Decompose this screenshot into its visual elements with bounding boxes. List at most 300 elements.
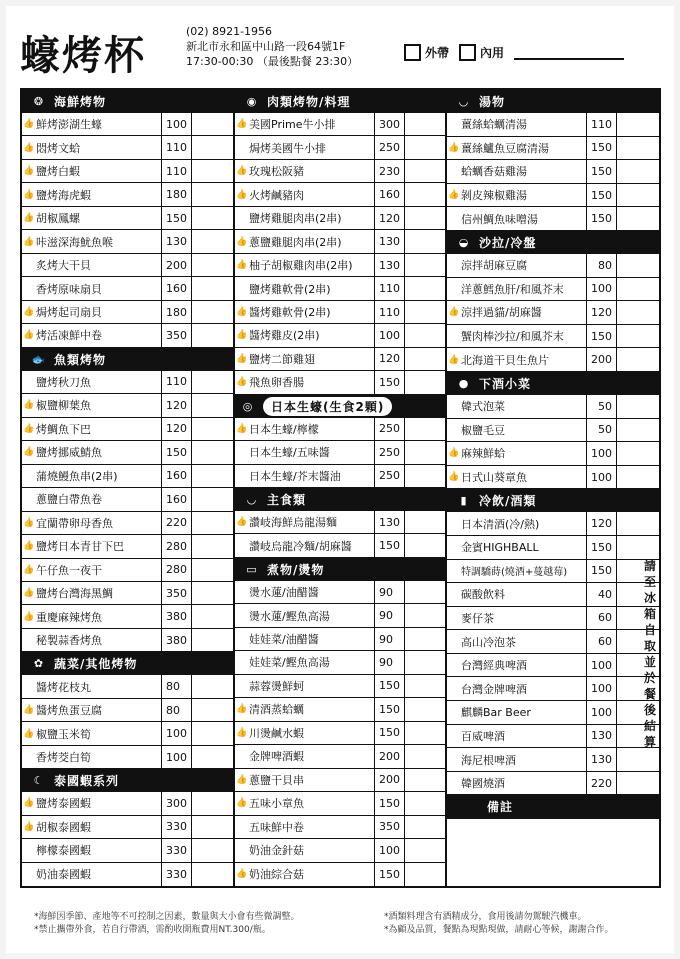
item-name-cell	[22, 183, 162, 205]
quantity-cell[interactable]	[617, 113, 659, 136]
item-price: 80	[587, 254, 617, 277]
item-name: 鮮烤澎湖生蠔	[36, 118, 102, 132]
menu-item-row	[235, 511, 445, 534]
item-price: 150	[375, 792, 405, 814]
quantity-cell[interactable]	[192, 418, 233, 440]
menu-item-row	[22, 254, 233, 277]
item-price: 330	[162, 816, 192, 838]
item-name: 火烤鹹豬肉	[249, 188, 304, 202]
item-name-cell	[447, 137, 587, 160]
item-price: 100	[375, 839, 405, 861]
thumbs-up-icon: 👍	[23, 588, 35, 599]
quantity-cell[interactable]	[405, 254, 445, 276]
menu-item-row	[22, 839, 233, 862]
quantity-cell[interactable]	[192, 699, 233, 721]
item-name: 鹽烤台灣海黑鯛	[36, 587, 113, 601]
item-name-cell	[447, 254, 587, 277]
item-price: 150	[375, 863, 405, 886]
section-title: 魚類烤物	[54, 352, 107, 367]
quantity-cell[interactable]	[192, 792, 233, 814]
menu-item-row	[235, 863, 445, 886]
leaf-icon: ✿	[33, 657, 45, 671]
quantity-cell[interactable]	[405, 301, 445, 323]
item-price: 130	[375, 230, 405, 252]
menu-item-row	[447, 748, 659, 772]
quantity-cell[interactable]	[617, 395, 659, 418]
thumbs-up-icon: 👍	[23, 307, 35, 317]
menu-item-row	[22, 605, 233, 628]
menu-item-row	[447, 725, 659, 749]
item-name-cell	[22, 488, 162, 510]
item-name-cell	[447, 348, 587, 371]
item-price: 150	[375, 698, 405, 720]
item-name-cell	[235, 277, 375, 299]
item-name: 蒜蓉燙鮮蚵	[249, 679, 304, 693]
takeout-label: 外帶	[425, 46, 450, 60]
item-price: 110	[587, 113, 617, 136]
quantity-cell[interactable]	[192, 605, 233, 627]
quantity-cell[interactable]	[192, 816, 233, 838]
item-price: 200	[162, 254, 192, 276]
item-price: 100	[587, 677, 617, 700]
quantity-cell[interactable]	[617, 160, 659, 183]
thumbs-up-icon: 👍	[236, 166, 248, 177]
quantity-cell[interactable]	[192, 160, 233, 182]
item-name-cell	[22, 136, 162, 158]
quantity-cell[interactable]	[617, 254, 659, 277]
quantity-cell[interactable]	[405, 371, 445, 393]
thumbs-up-icon: 👍	[236, 307, 248, 317]
menu-item-row	[22, 512, 233, 535]
item-price: 100	[587, 278, 617, 301]
quantity-cell[interactable]	[617, 278, 659, 301]
item-name-cell	[22, 863, 162, 886]
item-price: 100	[375, 324, 405, 346]
quantity-cell[interactable]	[405, 465, 445, 487]
quantity-cell[interactable]	[617, 772, 659, 795]
item-name-cell	[447, 677, 587, 700]
notes-area[interactable]	[447, 818, 659, 886]
section-title: 海鮮烤物	[54, 94, 107, 109]
menu-item-row	[235, 207, 445, 230]
takeout-checkbox[interactable]	[404, 44, 421, 61]
item-price: 50	[587, 419, 617, 442]
menu-item-row	[235, 581, 445, 604]
quantity-cell[interactable]	[192, 371, 233, 393]
menu-item-row	[235, 745, 445, 768]
item-name-cell	[22, 675, 162, 697]
item-price: 150	[162, 441, 192, 463]
quantity-cell[interactable]	[617, 184, 659, 207]
menu-item-row	[22, 301, 233, 324]
item-price: 250	[375, 465, 405, 487]
menu-item-row	[235, 441, 445, 464]
item-name: 香烤茭白筍	[36, 751, 91, 765]
item-price: 110	[375, 301, 405, 323]
quantity-cell[interactable]	[405, 160, 445, 182]
quantity-cell[interactable]	[192, 207, 233, 229]
thumbs-up-icon: 👍	[23, 728, 35, 739]
quantity-cell[interactable]	[405, 722, 445, 744]
section-header-boiled	[235, 558, 445, 581]
section-header-seafood	[22, 90, 233, 113]
menu-item-row	[22, 816, 233, 839]
quantity-cell[interactable]	[405, 792, 445, 814]
item-price: 130	[587, 748, 617, 771]
thumbs-up-icon: 👍	[236, 798, 248, 809]
item-name: 玫瑰松阪豬	[249, 165, 304, 179]
item-price: 330	[162, 863, 192, 886]
menu-item-row	[22, 277, 233, 300]
soup-bowl-icon: ◡	[459, 95, 469, 108]
quantity-cell[interactable]	[192, 254, 233, 276]
quantity-cell[interactable]	[192, 559, 233, 581]
menu-item-row	[22, 183, 233, 206]
quantity-cell[interactable]	[192, 839, 233, 861]
item-price: 130	[375, 511, 405, 533]
quantity-cell[interactable]	[192, 230, 233, 252]
item-price: 350	[162, 324, 192, 346]
item-name-cell	[235, 792, 375, 814]
item-name-cell	[235, 839, 375, 861]
quantity-cell[interactable]	[405, 675, 445, 697]
menu-item-row	[22, 136, 233, 159]
order-type	[404, 44, 624, 61]
item-name: 蛤蠣香菇雞湯	[461, 165, 527, 179]
item-name-cell	[235, 348, 375, 370]
item-price: 120	[162, 418, 192, 440]
item-name: 醬烤雞軟骨(2串)	[249, 306, 331, 319]
item-price: 120	[375, 207, 405, 229]
quantity-cell[interactable]	[192, 488, 233, 510]
menu-item-row	[235, 769, 445, 792]
menu-item-row	[22, 582, 233, 605]
item-price: 220	[587, 772, 617, 795]
menu-item-row	[447, 184, 659, 208]
steak-icon: ◉	[246, 94, 258, 108]
quantity-cell[interactable]	[617, 442, 659, 465]
quantity-cell[interactable]	[192, 465, 233, 487]
item-price: 50	[587, 395, 617, 418]
item-price: 120	[375, 348, 405, 370]
quantity-cell[interactable]	[192, 629, 233, 651]
menu-column-2	[235, 90, 447, 886]
section-title: 冷飲/酒類	[479, 494, 537, 509]
item-name-cell	[22, 582, 162, 604]
menu-item-row	[447, 348, 659, 372]
item-name-cell	[22, 792, 162, 814]
quantity-cell[interactable]	[617, 325, 659, 348]
quantity-cell[interactable]	[405, 324, 445, 346]
menu-item-row	[447, 395, 659, 419]
store-info	[186, 24, 358, 69]
quantity-cell[interactable]	[192, 582, 233, 604]
salad-icon: ◒	[458, 235, 470, 249]
dine-in-label: 內用	[480, 46, 505, 60]
menu-item-row	[235, 816, 445, 839]
item-name: 日本生蠔/檸檬	[249, 422, 319, 436]
item-name: 飛魚卵香腸	[249, 376, 304, 390]
item-name-cell	[22, 230, 162, 252]
item-name-cell	[235, 863, 375, 886]
item-name-cell	[235, 465, 375, 487]
quantity-cell[interactable]	[192, 675, 233, 697]
item-name: 鹽烤海虎蝦	[36, 188, 91, 202]
quantity-cell[interactable]	[192, 277, 233, 299]
thumbs-up-icon: 👍	[23, 213, 35, 224]
item-name: 午仔魚一夜干	[36, 563, 102, 577]
menu-item-row	[447, 278, 659, 302]
quantity-cell[interactable]	[192, 394, 233, 416]
menu-item-row	[235, 324, 445, 347]
quantity-cell[interactable]	[192, 113, 233, 135]
item-name-cell	[447, 701, 587, 724]
quantity-cell[interactable]	[405, 651, 445, 673]
item-price: 130	[375, 254, 405, 276]
item-name: 秘製蒜香烤魚	[36, 634, 102, 648]
menu-item-row	[235, 160, 445, 183]
item-name: 信州鯛魚味噌湯	[461, 212, 538, 226]
quantity-cell[interactable]	[617, 348, 659, 371]
item-name-cell	[235, 534, 375, 556]
item-name: 蔥鹽雞腿肉串(2串)	[249, 235, 342, 249]
quantity-cell[interactable]	[192, 746, 233, 768]
section-header-fish	[22, 348, 233, 371]
menu-item-row	[22, 418, 233, 441]
item-name-cell	[235, 722, 375, 744]
quantity-cell[interactable]	[405, 113, 445, 135]
item-price: 90	[375, 604, 405, 626]
thumbs-up-icon: 👍	[23, 541, 35, 552]
item-name-cell	[447, 772, 587, 795]
menu-item-row	[447, 113, 659, 137]
quantity-cell[interactable]	[405, 183, 445, 205]
quantity-cell[interactable]	[405, 581, 445, 603]
item-name: 蔥鹽白帶魚卷	[36, 493, 102, 507]
item-name: 炙烤大干貝	[36, 259, 91, 273]
item-name-cell	[235, 511, 375, 533]
item-name-cell	[22, 605, 162, 627]
menu-item-row	[22, 441, 233, 464]
quantity-cell[interactable]	[617, 137, 659, 160]
menu-item-row	[447, 512, 659, 536]
item-name-cell	[447, 184, 587, 207]
footer-note: *海鮮因季節、產地等不可控制之因素，數量與大小會有些微調整。	[34, 912, 300, 922]
item-price: 380	[162, 629, 192, 651]
quantity-cell[interactable]	[192, 324, 233, 346]
item-price: 110	[162, 160, 192, 182]
item-name-cell	[235, 160, 375, 182]
item-name: 娃娃菜/鰹魚高湯	[249, 656, 330, 670]
item-name: 日本清酒(冷/熱)	[461, 517, 540, 531]
menu-item-row	[22, 113, 233, 136]
item-price: 200	[375, 769, 405, 791]
item-name-cell	[447, 207, 587, 230]
item-name: 金賓HIGHBALL	[461, 541, 539, 555]
table-number-line[interactable]	[514, 46, 624, 60]
item-price: 350	[375, 816, 405, 838]
quantity-cell[interactable]	[192, 301, 233, 323]
item-name: 宜蘭帶卵母香魚	[36, 516, 113, 530]
thumbs-up-icon: 👍	[23, 517, 35, 528]
quantity-cell[interactable]	[192, 136, 233, 158]
item-name: 焗烤起司扇貝	[36, 306, 102, 319]
menu-item-row	[22, 465, 233, 488]
quantity-cell[interactable]	[405, 277, 445, 299]
item-name: 鹽烤日本青甘下巴	[36, 540, 124, 554]
quantity-cell[interactable]	[405, 769, 445, 791]
menu-item-row	[22, 230, 233, 253]
item-name: 北海道干貝生魚片	[461, 353, 549, 367]
dine-in-checkbox[interactable]	[459, 44, 476, 61]
quantity-cell[interactable]	[405, 418, 445, 440]
item-price: 180	[162, 183, 192, 205]
item-name-cell	[235, 769, 375, 791]
item-name: 奶油泰國蝦	[36, 868, 91, 882]
item-name-cell	[447, 301, 587, 324]
quantity-cell[interactable]	[617, 748, 659, 771]
item-name: 韓國燒酒	[461, 777, 505, 791]
quantity-cell[interactable]	[405, 207, 445, 229]
menu-item-row	[447, 536, 659, 560]
thumbs-up-icon: 👍	[236, 189, 248, 200]
menu-item-row	[235, 348, 445, 371]
item-price: 220	[162, 512, 192, 534]
menu-item-row	[235, 534, 445, 557]
item-name-cell	[22, 113, 162, 135]
item-name: 日本生蠔/五味醬	[249, 446, 330, 460]
item-name: 燙水蓮/鰹魚高湯	[249, 609, 330, 623]
quantity-cell[interactable]	[617, 419, 659, 442]
menu-item-row	[22, 535, 233, 558]
item-name: 椒鹽玉米筍	[36, 727, 91, 741]
quantity-cell[interactable]	[405, 136, 445, 158]
item-name: 蟹肉棒沙拉/和風芥末	[461, 330, 564, 344]
thumbs-up-icon: 👍	[236, 727, 248, 738]
item-name: 烤活凍鮮中卷	[36, 329, 102, 343]
item-price: 100	[162, 113, 192, 135]
item-name-cell	[447, 325, 587, 348]
quantity-cell[interactable]	[617, 466, 659, 489]
quantity-cell[interactable]	[405, 863, 445, 886]
thumbs-up-icon: 👍	[236, 774, 248, 785]
menu-item-row	[22, 324, 233, 347]
quantity-cell[interactable]	[617, 512, 659, 535]
menu-item-row	[22, 160, 233, 183]
quantity-cell[interactable]	[405, 511, 445, 533]
item-name-cell	[22, 394, 162, 416]
item-name-cell	[235, 136, 375, 158]
dish-icon: ●	[458, 376, 470, 390]
thumbs-up-icon: 👍	[448, 448, 460, 459]
item-name-cell	[447, 630, 587, 653]
menu-item-row	[235, 465, 445, 488]
quantity-cell[interactable]	[405, 348, 445, 370]
menu-item-row	[235, 675, 445, 698]
item-name-cell	[447, 583, 587, 606]
quantity-cell[interactable]	[617, 301, 659, 324]
item-name-cell	[22, 441, 162, 463]
section-header-notes	[447, 795, 659, 818]
quantity-cell[interactable]	[192, 512, 233, 534]
item-price: 300	[162, 792, 192, 814]
menu-item-row	[447, 466, 659, 490]
menu-item-row	[22, 675, 233, 698]
quantity-cell[interactable]	[405, 441, 445, 463]
section-header-veg	[22, 652, 233, 675]
section-title: 蔬菜/其他烤物	[54, 657, 138, 672]
item-name-cell	[22, 324, 162, 346]
section-title: 下酒小菜	[479, 376, 532, 391]
item-name: 香烤原味扇貝	[36, 282, 102, 296]
quantity-cell[interactable]	[617, 536, 659, 559]
item-price: 150	[587, 184, 617, 207]
quantity-cell[interactable]	[405, 604, 445, 626]
quantity-cell[interactable]	[405, 628, 445, 650]
quantity-cell[interactable]	[192, 441, 233, 463]
thumbs-up-icon: 👍	[448, 142, 460, 153]
quantity-cell[interactable]	[405, 816, 445, 838]
menu-item-row	[235, 604, 445, 627]
thumbs-up-icon: 👍	[23, 447, 35, 458]
menu-item-row	[22, 559, 233, 582]
item-price: 250	[375, 418, 405, 440]
menu-item-row	[447, 325, 659, 349]
item-name: 讚岐烏龍冷麵/胡麻醬	[249, 539, 352, 553]
item-name: 焗烤美國牛小排	[249, 141, 326, 155]
item-name: 台灣金牌啤酒	[461, 682, 527, 696]
item-name-cell	[235, 628, 375, 650]
section-header-staple	[235, 488, 445, 511]
thumbs-up-icon: 👍	[23, 142, 35, 153]
quantity-cell[interactable]	[405, 534, 445, 556]
quantity-cell[interactable]	[192, 183, 233, 205]
item-name-cell	[22, 465, 162, 487]
menu-item-row	[447, 207, 659, 231]
item-name: 涼拌胡麻豆腐	[461, 259, 527, 273]
item-name-cell	[235, 675, 375, 697]
quantity-cell[interactable]	[192, 722, 233, 744]
item-price: 80	[162, 675, 192, 697]
item-price: 120	[587, 512, 617, 535]
item-price: 280	[162, 559, 192, 581]
quantity-cell[interactable]	[192, 863, 233, 886]
quantity-cell[interactable]	[617, 207, 659, 230]
quantity-cell[interactable]	[405, 230, 445, 252]
thumbs-up-icon: 👍	[236, 704, 248, 715]
quantity-cell[interactable]	[405, 745, 445, 767]
thumbs-up-icon: 👍	[23, 564, 35, 575]
item-name-cell	[235, 698, 375, 720]
item-price: 80	[162, 699, 192, 721]
item-name-cell	[447, 536, 587, 559]
section-title: 泰國蝦系列	[54, 774, 120, 789]
item-name-cell	[447, 278, 587, 301]
quantity-cell[interactable]	[192, 535, 233, 557]
quantity-cell[interactable]	[405, 698, 445, 720]
menu-column-3	[447, 90, 659, 886]
item-name: 洋蔥鱈魚肝/和風芥末	[461, 282, 564, 296]
thumbs-up-icon: 👍	[448, 354, 460, 365]
menu-item-row	[447, 701, 659, 725]
item-price: 150	[375, 371, 405, 393]
item-price: 350	[162, 582, 192, 604]
item-price: 90	[375, 628, 405, 650]
item-name-cell	[22, 816, 162, 838]
item-name-cell	[235, 604, 375, 626]
thumbs-up-icon: 👍	[23, 166, 35, 177]
quantity-cell[interactable]	[405, 839, 445, 861]
